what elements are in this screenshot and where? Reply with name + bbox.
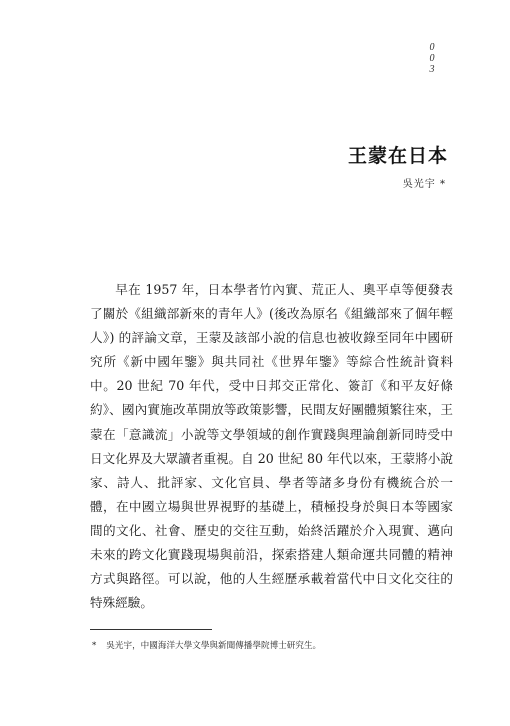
page-number-digit: 3	[429, 64, 435, 75]
footnote-divider	[90, 629, 212, 630]
footnote-text: 吳光宇，中國海洋大學文學與新聞傳播學院博士研究生。	[106, 641, 322, 651]
body-paragraph: 早在 1957 年，日本學者竹內實、荒正人、奧平卓等便發表了關於《組織部新來的青年人》(後改為原名《組織部來了個年輕人》) 的評論文章，王蒙及該部小說的信息也被收錄至同年中國研究所《新中國年鑒》與共同社《世界年鑒》等綜合性統計資料中。20 世紀 70 年代，受中日邦交正常化、簽訂《和平友好條約》、國內實施改革開放等政策影響，民間友好團體頻繁往來，王蒙在「意識流」小說等文學領域的創作實踐與理論創新同時受中日文化界及大眾讀者重視。自 20 世紀 80 年代以來，王蒙將小說家、詩人、批評家、文化官員、學者等諸多身份有機統合於一體，在中國立場與世界視野的基礎上，積極投身於與日本等國家間的文化、社會、歷史的交往互動，始終活躍於介入現實、邁向未來的跨文化實踐現場與前沿，探索搭建人類命運共同體的精神方式與路徑。可以說，他的人生經歷承載着當代中日文化交往的特殊經驗。	[90, 282, 453, 611]
footnote	[92, 639, 452, 651]
page-number-digit: 0	[429, 42, 435, 53]
page-number	[426, 42, 438, 75]
footnote-mark: *	[92, 641, 97, 651]
author-byline: 吳光宇 *	[402, 179, 446, 190]
page-number-digit: 0	[429, 53, 435, 64]
article-title: 王蒙在日本	[347, 145, 448, 167]
